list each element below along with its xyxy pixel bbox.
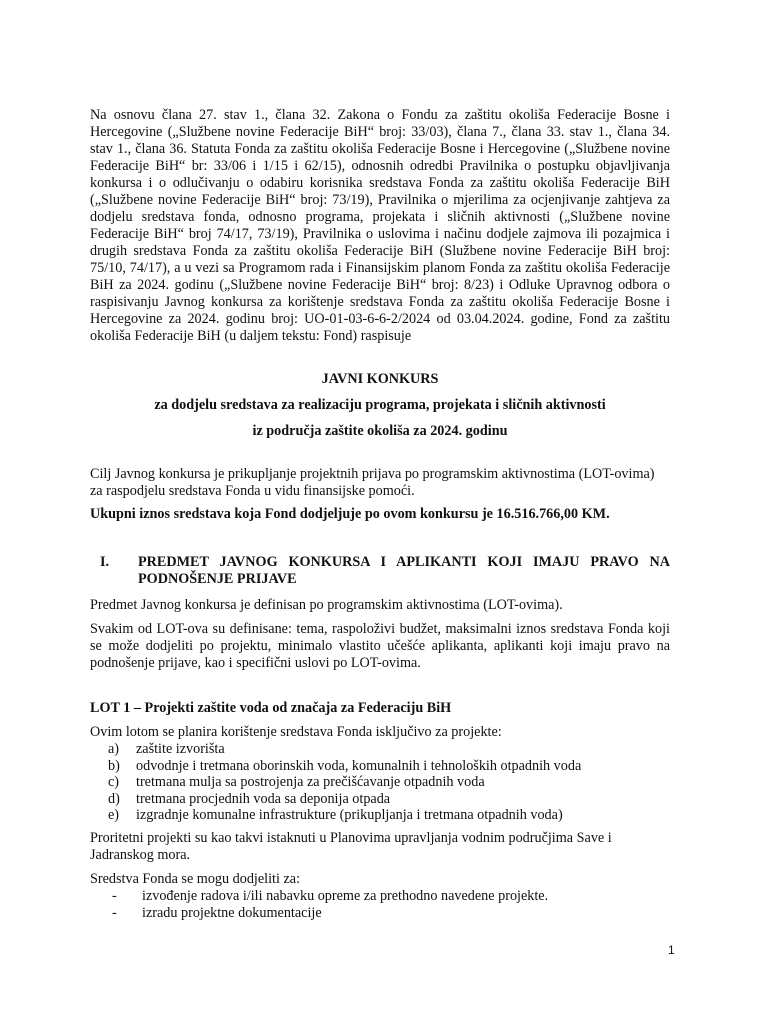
list-item [90, 905, 670, 922]
document-title [90, 371, 670, 440]
funds-list [90, 888, 670, 921]
list-item-text: tretmana procjednih voda sa deponija otpada [136, 790, 391, 807]
title-line-2: za dodjelu sredstava za realizaciju programa, projekata i sličnih aktivnosti [154, 397, 606, 413]
list-item-text: zaštite izvorišta [136, 741, 225, 757]
list-marker: - [112, 904, 117, 921]
intro-paragraph: Na osnovu člana 27. stav 1., člana 32. Zakona o Fondu za zaštitu okoliša Federacije Bosne i Hercegovine („Službene novine Federacije BiH“ broj: 33/03), člana 7., člana 33. stav 1., člana 34. stav 1., člana 36. Statuta Fonda za zaštitu okoliša Federacije Bosne i Hercegovine („Službene novine Federacije BiH“ br: 33/06 i 1/15 i 62/15), odnosnih odredbi Pravilnika o postupku objavljivanja konkursa i o odlučivanju o odabiru korisnika sredstava Fonda za zaštitu okoliša Federacije BiH („Službene novine Federacije BiH“ broj: 73/19), Pravilnika o mjerilima za ocjenjivanje zahtjeva za dodjelu sredstava fonda, odnosno programa, projekata i sličnih aktivnosti („Službene novine Federacije BiH“ broj 74/17, 73/19), Pravilnika o uslovima i načinu dodjele zajmova ili pozajmica i drugih sredstava Fonda za zaštitu okoliša Federacije BiH (Službene novine Federacije BiH broj: 75/10, 74/17), a u vezi sa Programom rada i Finansijskim planom Fonda za zaštitu okoliša Federacije BiH za 2024. godinu („Službene novine Federacije BiH“ broj: 8/23) i Odluke Upravnog odbora o raspisivanju Javnog konkursa za korištenje sredstava Fonda za zaštitu okoliša Federacije Bosne i Hercegovine za 2024. godinu broj: UO-01-03-6-6-2/2024 od 03.04.2024. godine, Fond za zaštitu okoliša Federacije BiH (u daljem tekstu: Fond) raspisuje [90, 107, 670, 344]
list-item [90, 758, 670, 775]
goal-paragraph: Cilj Javnog konkursa je prikupljanje projektnih prijava po programskim aktivnostima (LOT-ovima) za raspodjelu sredstava Fonda u vidu finansijske pomoći. [90, 466, 655, 499]
list-marker: d) [108, 790, 120, 807]
list-item-text: izvođenje radova i/ili nabavku opreme za prethodno navedene projekte. [142, 888, 549, 904]
lot-1-intro-block [90, 724, 670, 824]
list-item-text: odvodnje i tretmana oborinskih voda, komunalnih i tehnoloških otpadnih voda [136, 757, 582, 774]
list-marker: c) [108, 774, 120, 790]
list-item-text: tretmana mulja sa postrojenja za prečišćavanje otpadnih voda [136, 774, 485, 790]
list-item-text: izgradnje komunalne infrastrukture (prikupljanja i tretmana otpadnih voda) [136, 807, 563, 823]
page-number: 1 [668, 943, 675, 957]
lot-1-intro: Ovim lotom se planira korištenje sredstava Fonda isključivo za projekte: [90, 724, 502, 740]
list-marker: a) [108, 741, 120, 757]
title-line-1: JAVNI KONKURS [321, 371, 439, 387]
list-item-text: izradu projektne dokumentacije [142, 904, 322, 921]
lots-description-paragraph: Svakim od LOT-ova su definisane: tema, raspoloživi budžet, maksimalni iznos sredstava Fonda koji se može dodjeliti po projektu, minimalo vlastito učešće aplikanta, aplikanti koji imaju pravo na podnošenje prijave, kao i specifični uslovi po LOT-ovima. [90, 621, 670, 671]
list-marker: e) [108, 807, 120, 823]
lot-1-project-list [90, 741, 670, 824]
total-amount-paragraph: Ukupni iznos sredstava koja Fond dodjeljuje po ovom konkursu je 16.516.766,00 KM. [90, 506, 610, 522]
section-1-number: I. [100, 554, 110, 570]
list-marker: b) [108, 757, 120, 774]
list-item [90, 807, 670, 824]
list-item [90, 741, 670, 758]
section-1-title: PREDMET JAVNOG KONKURSA I APLIKANTI KOJI IMAJU PRAVO NA PODNOŠENJE PRIJAVE [138, 554, 670, 587]
lot-1-heading: LOT 1 – Projekti zaštite voda od značaja za Federaciju BiH [90, 700, 452, 716]
funds-intro: Sredstva Fonda se mogu dodjeliti za: [90, 871, 301, 887]
predmet-paragraph: Predmet Javnog konkursa je definisan po programskim aktivnostima (LOT-ovima). [90, 597, 563, 613]
list-marker: - [112, 888, 117, 904]
list-item [90, 888, 670, 905]
list-item [90, 791, 670, 808]
list-item [90, 774, 670, 791]
funds-block [90, 871, 670, 921]
title-line-3: iz područja zaštite okoliša za 2024. godinu [252, 423, 508, 439]
priority-paragraph: Proritetni projekti su kao takvi istaknuti u Planovima upravljanja vodnim područjima Save i Jadranskog mora. [90, 830, 612, 863]
section-1-heading [90, 554, 670, 588]
